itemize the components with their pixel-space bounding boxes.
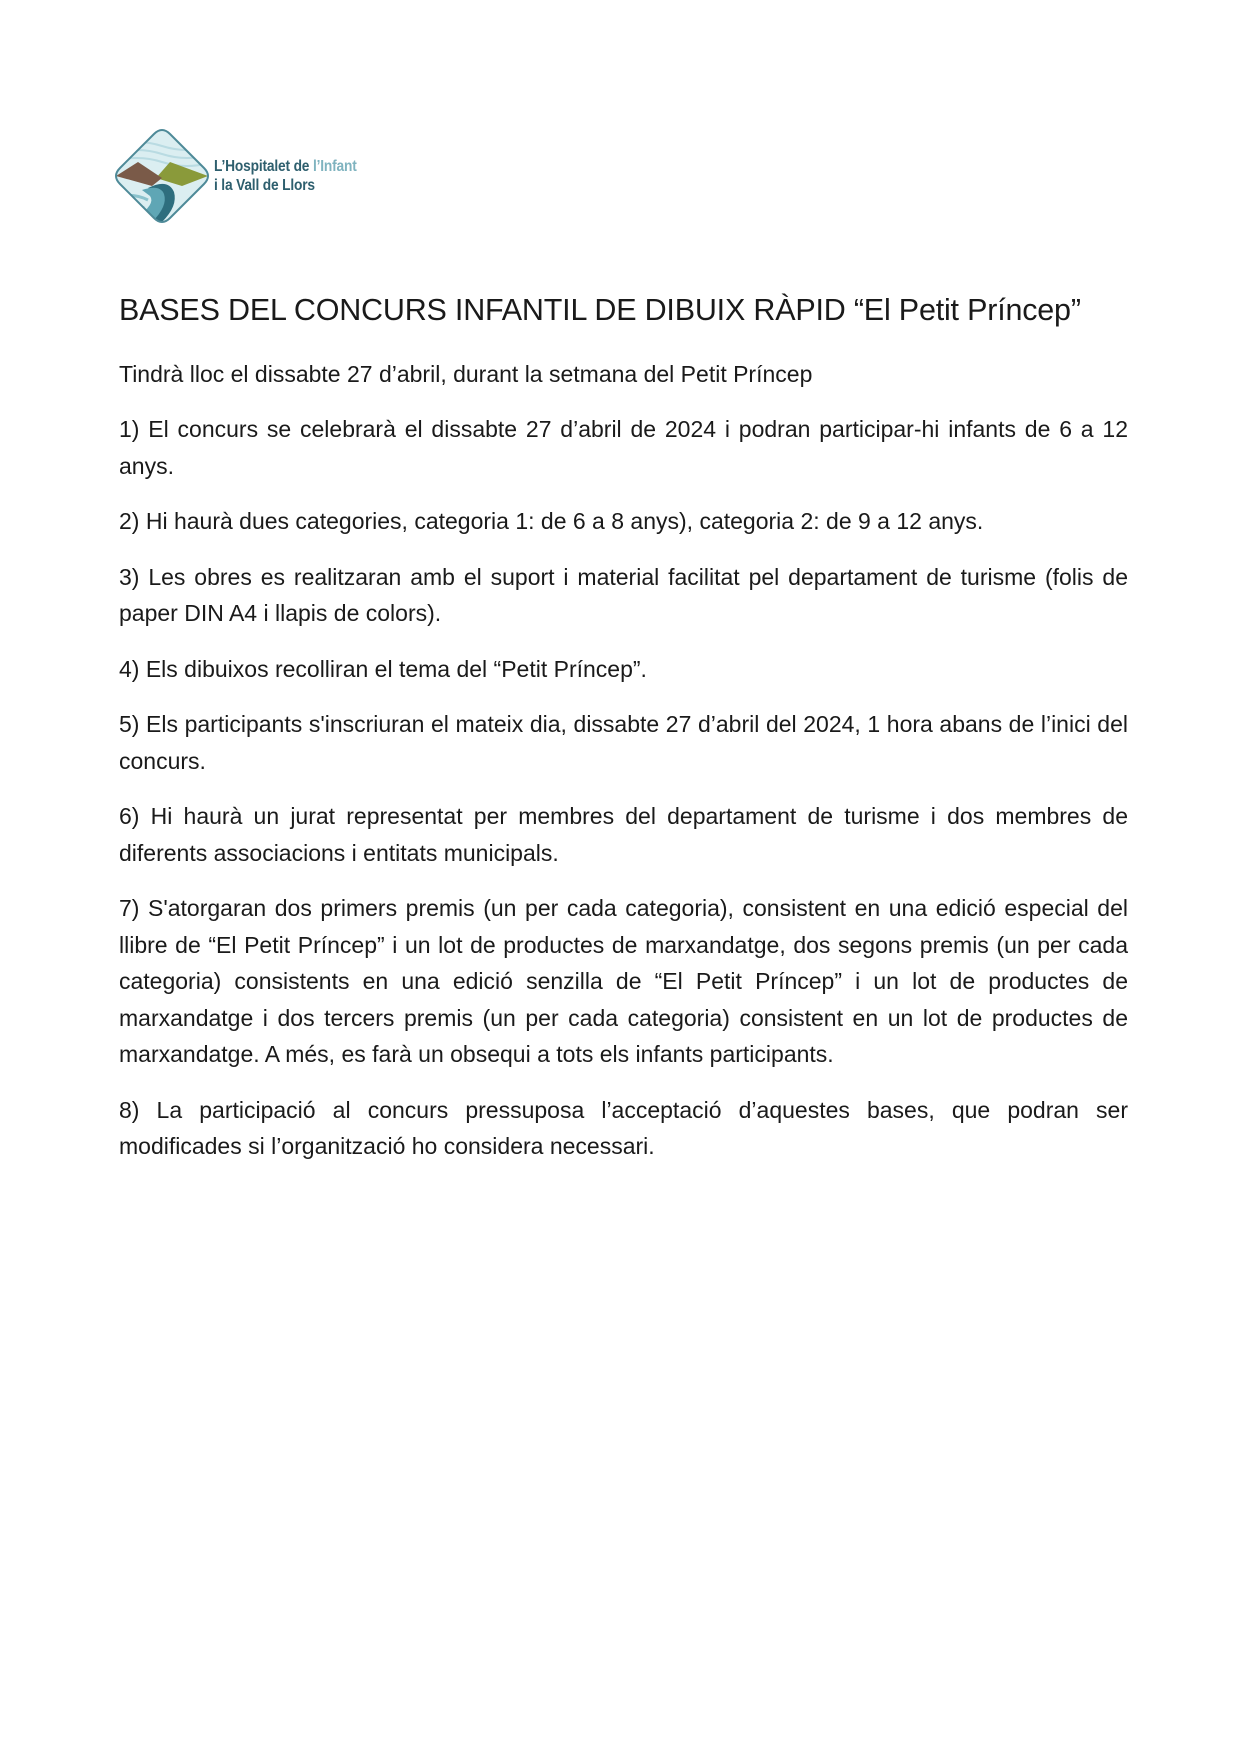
- clause-3: 3) Les obres es realitzaran amb el suport i material facilitat pel departament de turisme (folis de paper DIN A4 i llapis de colors).: [119, 563, 1128, 626]
- logo-line-2: i la Vall de Llors: [214, 177, 315, 194]
- logo-line-1: [214, 157, 357, 176]
- document-body: [119, 290, 1128, 1184]
- logo-wordmark: [214, 157, 357, 195]
- document-intro: Tindrà lloc el dissabte 27 d’abril, durant la setmana del Petit Príncep: [119, 361, 813, 387]
- logo-line-1-light: l’Infant: [312, 158, 357, 175]
- clause-4: 4) Els dibuixos recolliran el tema del “Petit Príncep”.: [119, 655, 647, 682]
- logo-emblem-icon: [112, 126, 212, 226]
- clause-7: 7) S'atorgaran dos primers premis (un per cada categoria), consistent en una edició especial del llibre de “El Petit Príncep” i un lot de productes de marxandatge, dos segons premis (un per cada categoria) consistents en una edició senzilla de “El Petit Príncep” i un lot de productes de marxandatge i dos tercers premis (un per cada categoria) consistent en un lot de productes de marxandatge. A més, es farà un obsequi a tots els infants participants.: [119, 895, 1128, 1067]
- clause-1: 1) El concurs se celebrarà el dissabte 27 d’abril de 2024 i podran participar-hi infants de 6 a 12 anys.: [119, 416, 1128, 479]
- municipality-logo: [112, 126, 412, 226]
- clause-6: 6) Hi haurà un jurat representat per membres del departament de turisme i dos membres de diferents associacions i entitats municipals.: [119, 803, 1128, 866]
- logo-line-1-dark: L’Hospitalet de: [214, 158, 313, 175]
- document-title: BASES DEL CONCURS INFANTIL DE DIBUIX RÀPID “El Petit Príncep”: [119, 293, 1081, 327]
- clause-8: 8) La participació al concurs pressuposa l’acceptació d’aquestes bases, que podran ser modificades si l’organització ho considera necessari.: [119, 1096, 1128, 1159]
- clause-5: 5) Els participants s'inscriuran el mateix dia, dissabte 27 d’abril del 2024, 1 hora abans de l’inici del concurs.: [119, 711, 1128, 774]
- clause-2: 2) Hi haurà dues categories, categoria 1: de 6 a 8 anys), categoria 2: de 9 a 12 anys.: [119, 508, 984, 534]
